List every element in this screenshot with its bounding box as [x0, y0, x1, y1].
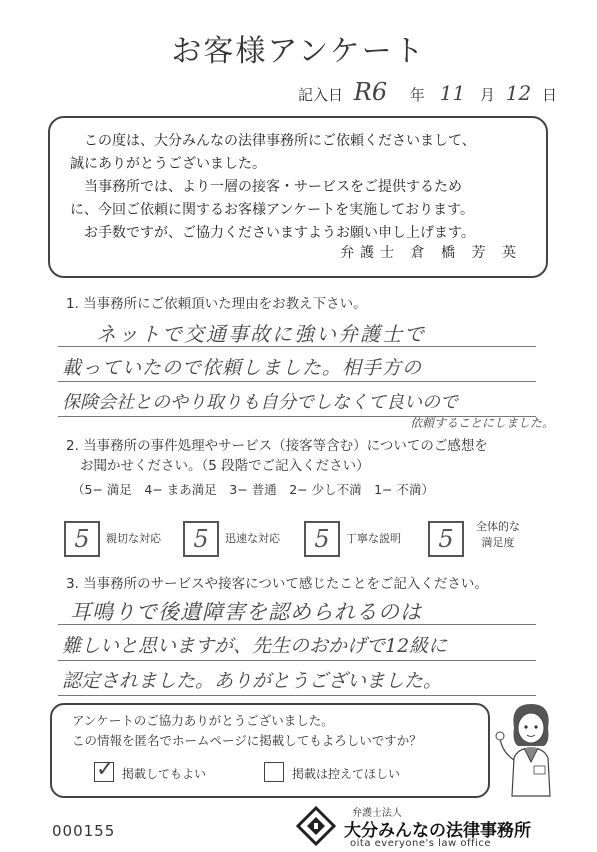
lawyer-signature: 弁護士 倉 橋 芳 英 — [340, 245, 522, 261]
check-icon: ✓ — [96, 757, 115, 782]
consent-no-checkbox[interactable] — [264, 762, 284, 782]
q1-rule — [58, 381, 536, 382]
consent-yes-label: 掲載してもよい — [122, 767, 207, 781]
rating-label: 満足度 — [481, 536, 515, 549]
consent-no-label: 掲載は控えてほしい — [292, 767, 401, 781]
date-label: 記入日 — [298, 86, 344, 104]
intro-line: に、今回ご依頼に関するお客様アンケートを実施しております。 — [70, 202, 475, 218]
rating-box-explanation[interactable]: 5 — [304, 521, 340, 557]
date-day: 12 — [505, 81, 532, 105]
rating-box-speed[interactable]: 5 — [183, 521, 219, 557]
rating-label-overall — [476, 518, 520, 550]
date-era: R6 — [353, 78, 388, 106]
firm-english-name: oita everyone's law office — [350, 838, 491, 849]
q1-answer-line: 依頼することにしました。 — [410, 416, 555, 430]
rating-label: 親切な対応 — [106, 532, 161, 545]
q2-question — [66, 436, 488, 476]
consent-box — [50, 703, 490, 798]
intro-line: お手数ですが、ご協力くださいますようお願い申し上げます。 — [84, 225, 475, 241]
q3-answer-line: 耳鳴りで後遺障害を認められるのは — [70, 600, 422, 624]
intro-line: 誠にありがとうございました。 — [70, 156, 266, 172]
document-number: 000155 — [52, 822, 116, 840]
q2-question-line: 2. 当事務所の事件処理やサービス（接客等含む）についてのご感想を — [66, 438, 488, 454]
rating-label: 丁寧な説明 — [346, 532, 401, 545]
intro-line: この度は、大分みんなの法律事務所にご依頼くださいまして、 — [84, 133, 476, 149]
q3-question: 3. 当事務所のサービスや接客について感じたことをご記入ください。 — [66, 576, 488, 592]
q1-question: 1. 当事務所にご依頼頂いた理由をお教え下さい。 — [66, 296, 367, 312]
page-title: お客様アンケート — [171, 34, 426, 69]
entry-date — [298, 78, 557, 106]
q1-answer-line: ネットで交通事故に強い弁護士で — [96, 322, 426, 346]
date-year-unit: 年 — [409, 86, 425, 104]
date-month: 11 — [439, 81, 466, 105]
q1-answer-line: 保険会社とのやり取りも自分でしなくて良いので — [62, 392, 458, 413]
q3-answer-line: 難しいと思いますが、先生のおかげで12級に — [62, 635, 448, 657]
date-day-unit: 日 — [541, 86, 557, 104]
q1-answer-line: 載っていたので依頼しました。相手方の — [62, 357, 423, 379]
firm-type: 弁護士法人 — [352, 808, 402, 819]
q3-rule — [58, 660, 536, 661]
staff-mascot-illustration — [494, 698, 568, 798]
q2-scale: （5− 満足 4− まあ満足 3− 普通 2− 少し不満 1− 不満） — [72, 482, 435, 497]
consent-line: アンケートのご協力ありがとうございました。 — [72, 713, 334, 728]
intro-line: 当事務所では、より一層の接客・サービスをご提供するため — [84, 179, 462, 195]
rating-box-overall[interactable]: 5 — [428, 521, 464, 557]
q3-answer-line: 認定されました。ありがとうございました。 — [62, 670, 443, 692]
rating-box-kind[interactable]: 5 — [64, 521, 100, 557]
intro-text — [70, 130, 532, 245]
firm-logo-icon — [296, 806, 336, 846]
intro-box — [48, 116, 548, 278]
consent-yes-checkbox[interactable] — [94, 757, 115, 782]
firm-name: 大分みんなの法律事務所 — [344, 821, 531, 841]
q2-question-line: お聞かせください。（5 段階でご記入ください） — [80, 458, 370, 474]
rating-label: 全体的な — [476, 520, 520, 533]
q3-rule — [58, 695, 536, 696]
date-month-unit: 月 — [479, 86, 495, 104]
consent-line: この情報を匿名でホームページに掲載してもよろしいですか？ — [72, 733, 422, 748]
rating-label: 迅速な対応 — [225, 532, 280, 545]
